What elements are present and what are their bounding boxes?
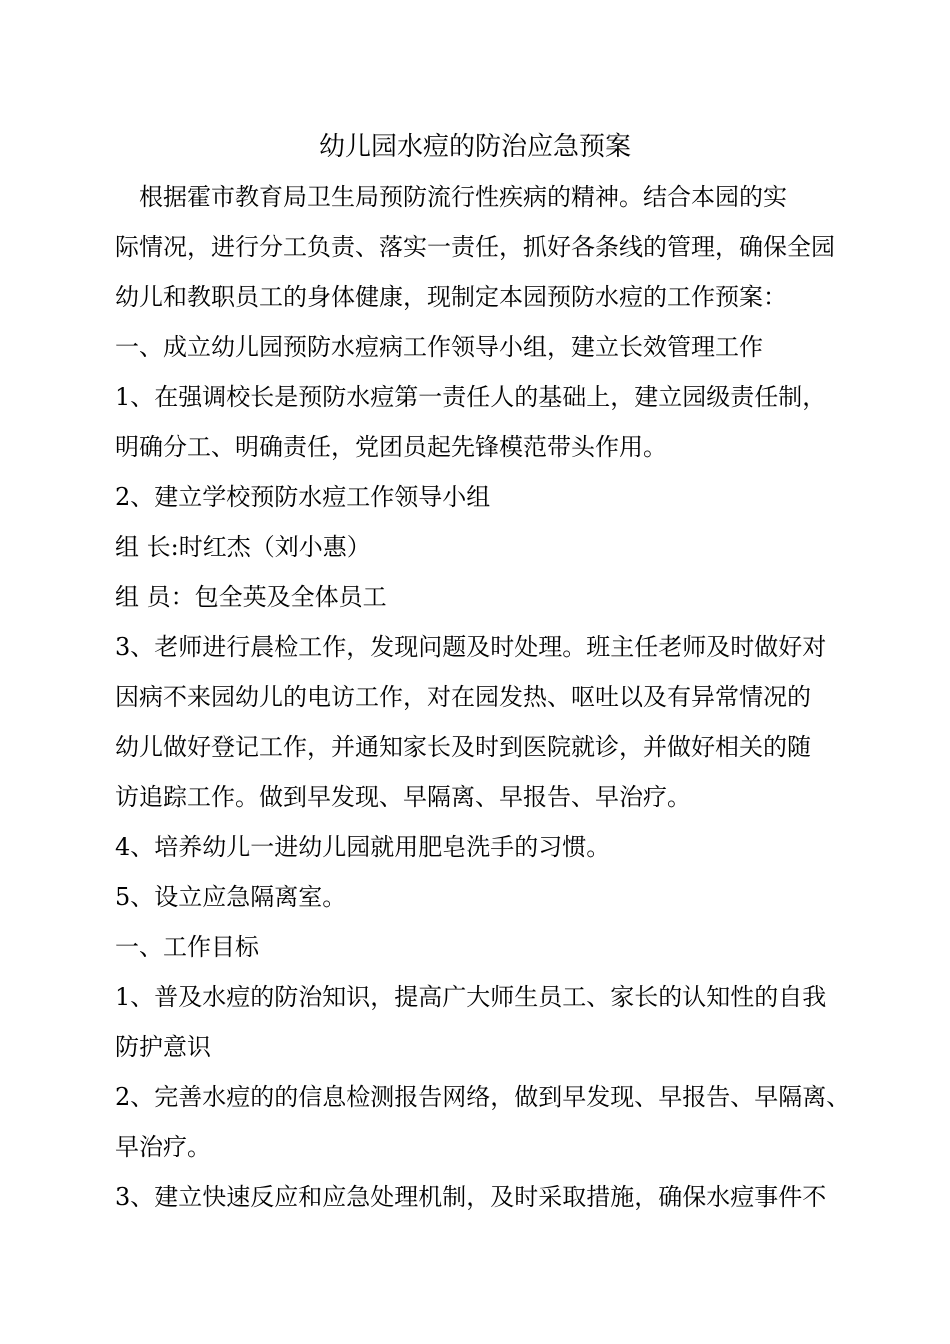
paragraph-line: 防护意识 bbox=[115, 1033, 211, 1061]
paragraph-line: 因病不来园幼儿的电访工作，对在园发热、呕吐以及有异常情况的 bbox=[115, 683, 811, 711]
paragraph-line: 组 长:时红杰（刘小惠） bbox=[115, 533, 371, 561]
paragraph-line: 根据霍市教育局卫生局预防流行性疾病的精神。结合本园的实 bbox=[139, 183, 787, 211]
section-heading: 一、工作目标 bbox=[115, 933, 259, 961]
paragraph-line: 幼儿和教职员工的身体健康，现制定本园预防水痘的工作预案： bbox=[115, 283, 787, 311]
paragraph-line: 3、建立快速反应和应急处理机制，及时采取措施，确保水痘事件不 bbox=[115, 1183, 827, 1211]
document-title: 幼儿园水痘的防治应急预案 bbox=[318, 132, 631, 162]
section-heading: 一、成立幼儿园预防水痘病工作领导小组，建立长效管理工作 bbox=[115, 333, 763, 361]
paragraph-line: 2、建立学校预防水痘工作领导小组 bbox=[115, 483, 491, 511]
document-body bbox=[115, 172, 851, 1222]
paragraph-line: 明确分工、明确责任，党团员起先锋模范带头作用。 bbox=[115, 433, 667, 461]
paragraph-line: 组 员：包全英及全体员工 bbox=[115, 583, 387, 611]
paragraph-line: 4、培养幼儿一进幼儿园就用肥皂洗手的习惯。 bbox=[115, 833, 611, 861]
paragraph-line: 1、普及水痘的防治知识，提高广大师生员工、家长的认知性的自我 bbox=[115, 983, 827, 1011]
paragraph-line: 3、老师进行晨检工作，发现问题及时处理。班主任老师及时做好对 bbox=[115, 633, 827, 661]
paragraph-line: 幼儿做好登记工作，并通知家长及时到医院就诊，并做好相关的随 bbox=[115, 733, 811, 761]
paragraph-line: 际情况，进行分工负责、落实一责任，抓好各条线的管理，确保全园 bbox=[115, 233, 835, 261]
paragraph-line: 访追踪工作。做到早发现、早隔离、早报告、早治疗。 bbox=[115, 783, 691, 811]
paragraph-line: 1、在强调校长是预防水痘第一责任人的基础上，建立园级责任制， bbox=[115, 383, 827, 411]
paragraph-line: 早治疗。 bbox=[115, 1133, 211, 1161]
paragraph-line: 2、完善水痘的的信息检测报告网络，做到早发现、早报告、早隔离、 bbox=[115, 1083, 851, 1111]
paragraph-line: 5、设立应急隔离室。 bbox=[115, 883, 347, 911]
